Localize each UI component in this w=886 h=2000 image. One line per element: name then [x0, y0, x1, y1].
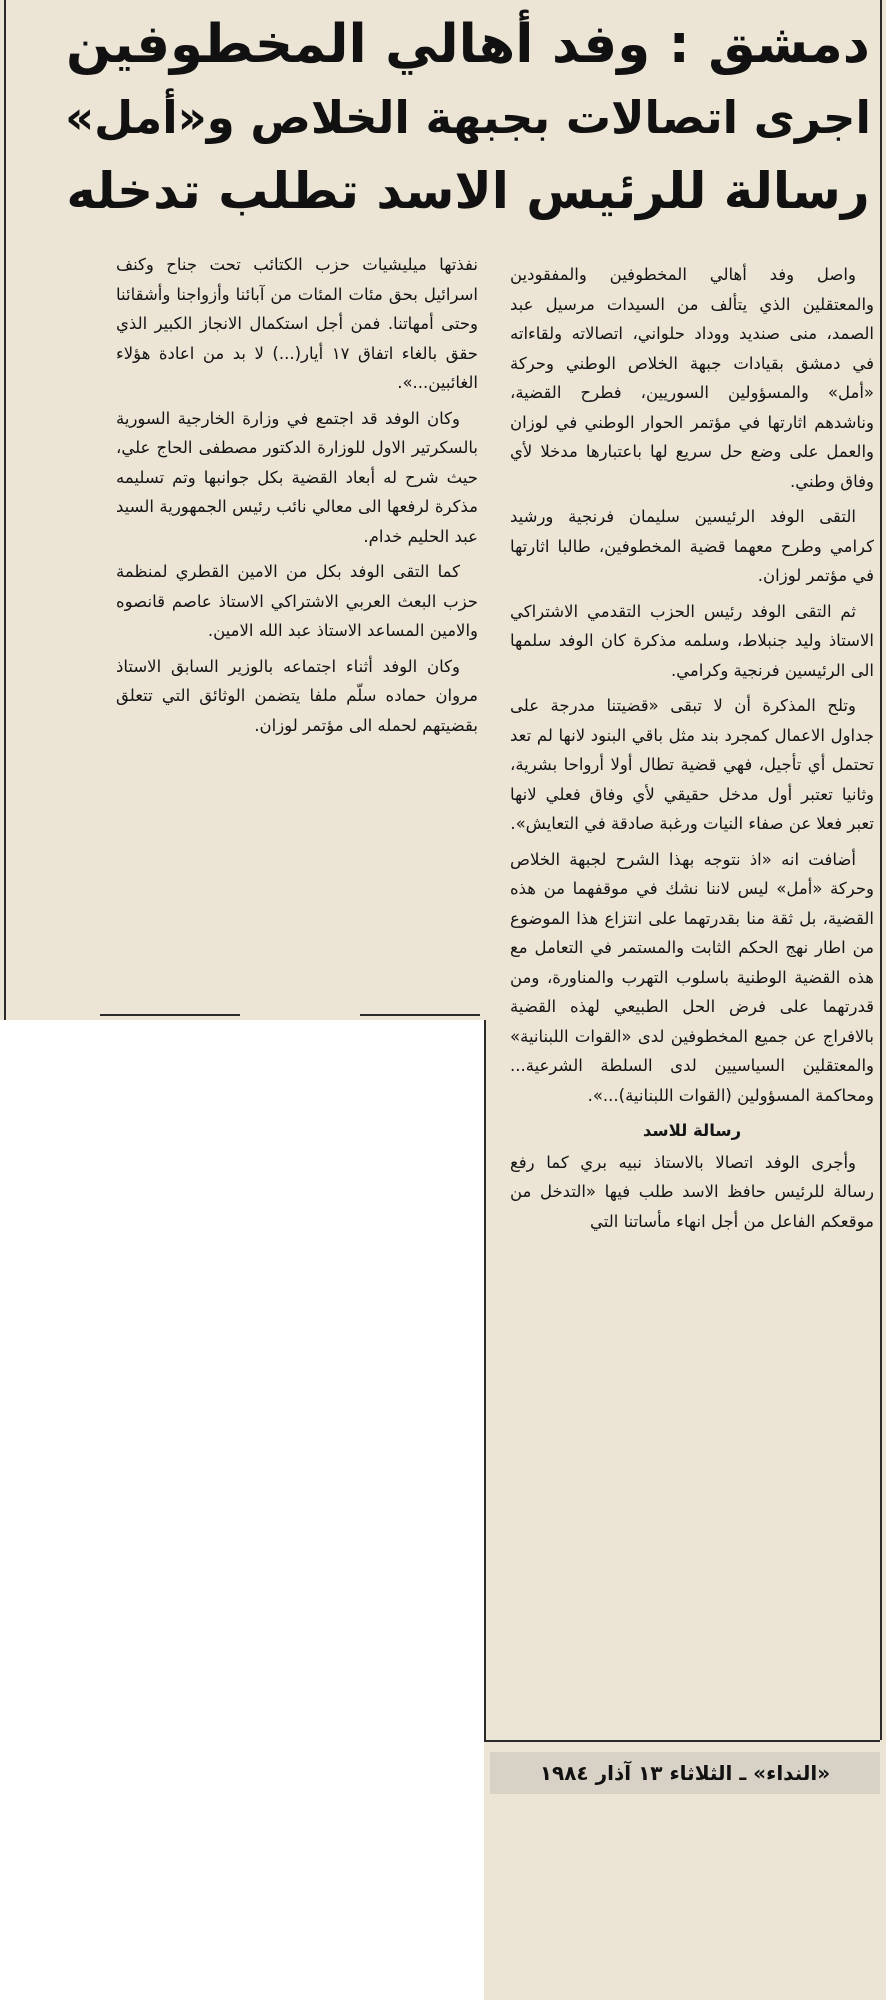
paragraph: التقى الوفد الرئيسين سليمان فرنجية ورشيد كرامي وطرح معهما قضية المخطوفين، طالبا اثارتها في مؤتمر لوزان.: [510, 507, 874, 585]
paragraph: وتلح المذكرة أن لا تبقى «قضيتنا مدرجة على جداول الاعمال كمجرد بند مثل باقي البنود لانها لم تعد تحتمل أي تأجيل، فهي قضية تطال أولا أرواحا بشرية، وثانيا تعتبر أول مدخل حقيقي لأي وفاق فعلي لانها تعبر فعلا عن صفاء النيات ورغبة صادقة في التعايش».: [510, 696, 874, 833]
article-headline: [60, 14, 876, 220]
paragraph: وكان الوفد أثناء اجتماعه بالوزير السابق الاستاذ مروان حماده سلّم ملفا يتضمن الوثائق التي تتعلق بقضيتهم لحمله الى مؤتمر لوزان.: [116, 656, 478, 735]
paragraph: ثم التقى الوفد رئيس الحزب التقدمي الاشتراكي الاستاذ وليد جنبلاط، وسلمه مذكرة كان الوفد سلمها الى الرئيسين فرنجية وكرامي.: [510, 601, 874, 680]
paragraph: وكان الوفد قد اجتمع في وزارة الخارجية السورية بالسكرتير الاول للوزارة الدكتور مصطفى الحاج علي، حيث شرح له أبعاد القضية بكل جوانبها وتم تسليمه مذكرة لرفعها الى معالي نائب رئيس الجمهورية السيد عبد الحليم خدام.: [116, 408, 478, 546]
subheading: رسالة للاسد: [642, 1121, 742, 1140]
paragraph: أضافت انه «اذ نتوجه بهذا الشرح لجبهة الخلاص وحركة «أمل» ليس لاننا نشك في موقفهما من هذه القضية، بل ثقة منا بقدرتهما على انتزاع هذا الموضوع من اطار نهج الحكم الثابت والمستمر في التعامل مع هذه القضية الوطنية باسلوب التهرب والمناورة، ومن قدرتهما على فرض الحل الطبيعي لهذه القضية بالافراج عن جميع المخطوفين لدى «القوات اللبنانية» والمعتقلين السياسيين لدى السلطة الشرعية... ومحاكمة المسؤولين (القوات اللبنانية)...».: [510, 849, 874, 1105]
clipping-right-border: [880, 0, 882, 1740]
headline-line-2: اجرى اتصالات بجبهة الخلاص و«أمل»: [65, 91, 871, 144]
source-footer: «النداء» ـ الثلاثاء ١٣ آذار ١٩٨٤: [490, 1752, 880, 1794]
article-column-right: [510, 260, 874, 1242]
article-column-left: [116, 250, 478, 746]
footer-top-border: [484, 1740, 880, 1742]
column-left-border: [484, 1020, 486, 1740]
paragraph: وأجرى الوفد اتصالا بالاستاذ نبيه بري كما رفع رسالة للرئيس حافظ الاسد طلب فيها «التدخل من موقعكم الفاعل من أجل انهاء مأساتنا التي: [510, 1152, 874, 1231]
paragraph: نفذتها ميليشيات حزب الكتائب تحت جناح وكنف اسرائيل بحق مئات المئات من آبائنا وأزواجنا وأشقائنا وحتى أمهاتنا. فمن أجل استكمال الانجاز الكبير الذي حقق بالغاء اتفاق ١٧ أيار(...) لا بد من اعادة هؤلاء الغائبين...».: [116, 255, 478, 392]
column-end-rule-2: [360, 1014, 480, 1016]
headline-line-1: دمشق : وفد أهالي المخطوفين: [65, 14, 870, 75]
headline-line-3: رسالة للرئيس الاسد تطلب تدخله: [66, 162, 870, 220]
paragraph: كما التقى الوفد بكل من الامين القطري لمنظمة حزب البعث العربي الاشتراكي الاستاذ عاصم قانصوه والامين المساعد الاستاذ عبد الله الامين.: [116, 562, 478, 640]
column-end-rule: [100, 1014, 240, 1016]
paragraph: واصل وفد أهالي المخطوفين والمفقودين والمعتقلين الذي يتألف من السيدات مرسيل عبد الصمد، منى صنديد ووداد حلواني، اتصالاته ولقاءاته في دمشق بقيادات جبهة الخلاص الوطني وحركة «أمل» والمسؤولين السوريين، فطرح القضية، وناشدهم اثارتها في مؤتمر الحوار الوطني في لوزان والعمل على وضع حل سريع لها باعتبارها مدخلا لأي وفاق وطني.: [510, 265, 874, 491]
clipping-left-border: [4, 0, 6, 1020]
